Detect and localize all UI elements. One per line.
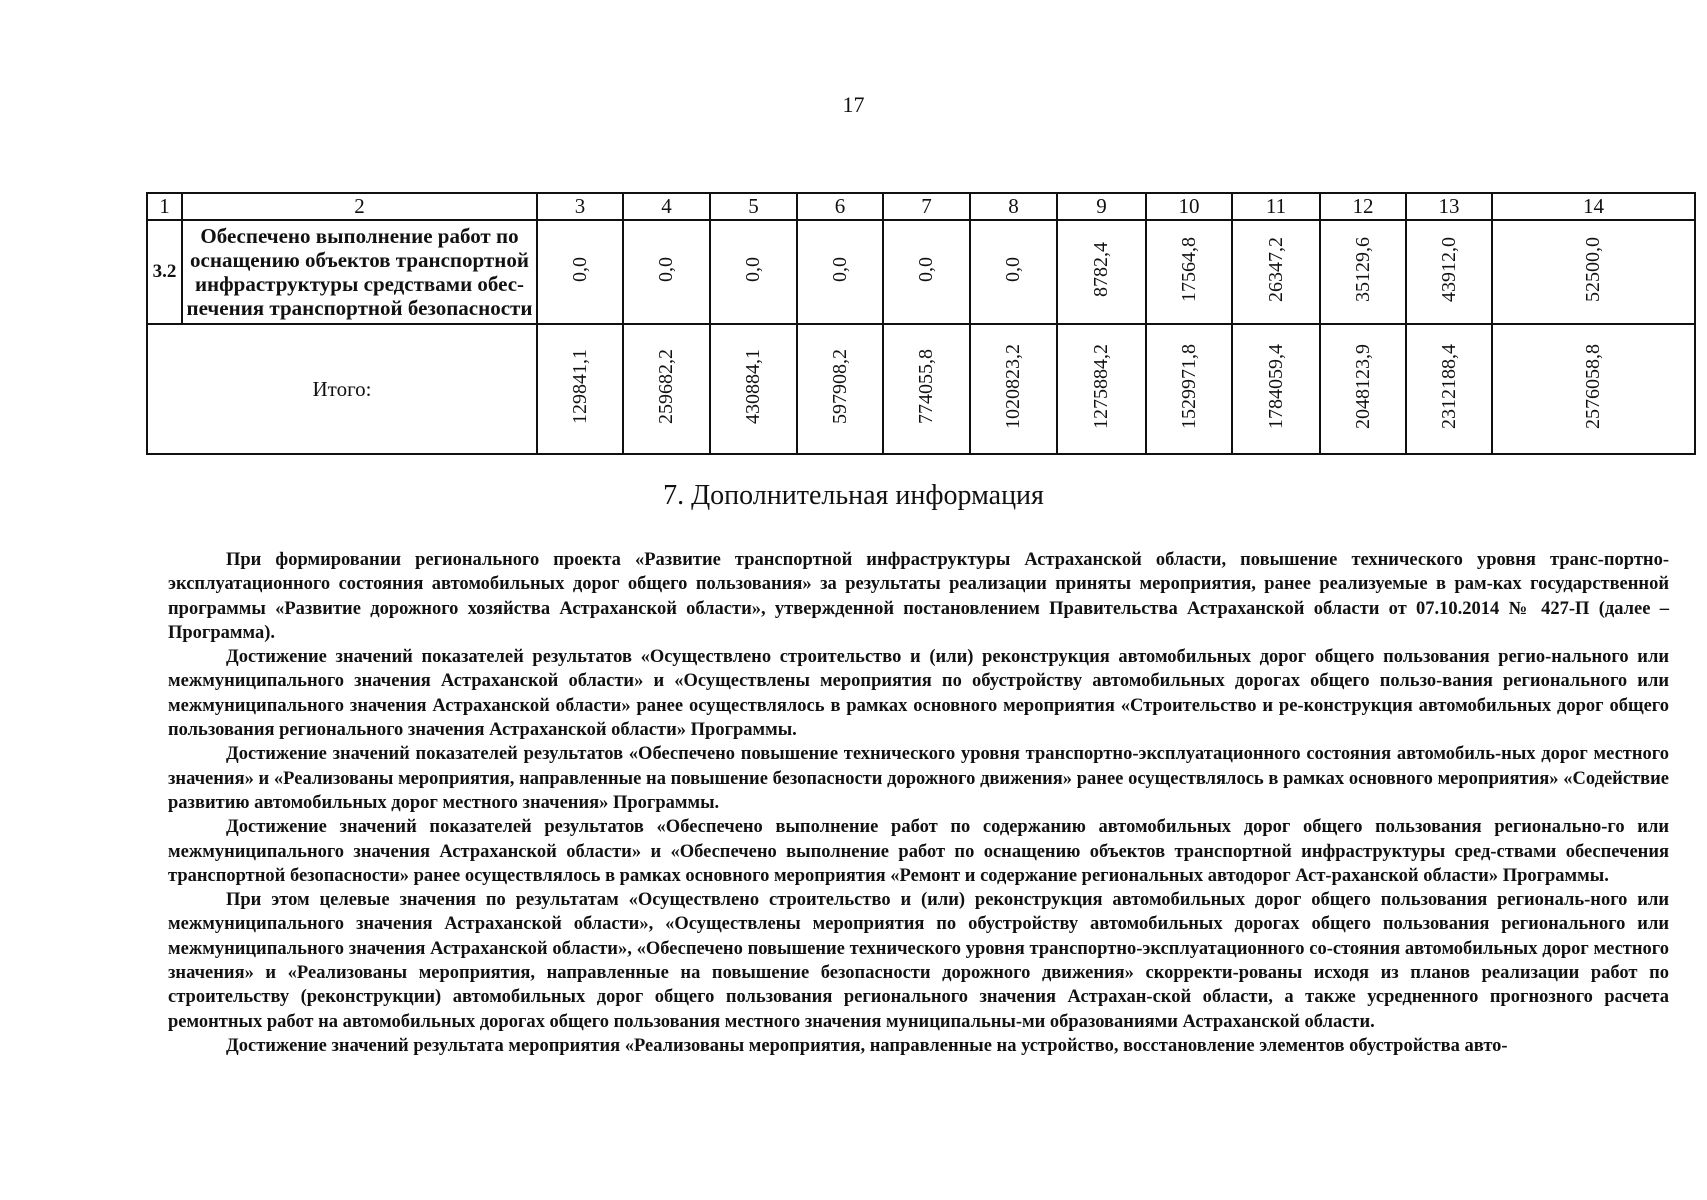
value-cell	[883, 220, 970, 324]
total-cell	[537, 324, 623, 454]
table-total-row	[147, 324, 1695, 454]
total-value: 1020823,2	[1002, 343, 1024, 429]
total-cell	[1406, 324, 1492, 454]
row-name-line: оснащению объектов транспортной	[190, 248, 529, 272]
column-header: 11	[1232, 193, 1320, 220]
total-cell	[710, 324, 797, 454]
section-title: 7. Дополнительная информация	[663, 480, 1044, 511]
column-header: 12	[1320, 193, 1406, 220]
column-header: 2	[182, 193, 537, 220]
column-header: 7	[883, 193, 970, 220]
table-row	[147, 220, 1695, 324]
total-cell	[1146, 324, 1232, 454]
table-header-row	[147, 193, 1695, 220]
value-text: 0,0	[1002, 256, 1024, 282]
value-cell	[1057, 220, 1146, 324]
column-header: 13	[1406, 193, 1492, 220]
total-value: 1275884,2	[1090, 343, 1112, 429]
value-text: 35129,6	[1351, 236, 1374, 302]
total-cell	[1320, 324, 1406, 454]
column-header: 4	[623, 193, 710, 220]
value-cell	[623, 220, 710, 324]
total-label: Итого:	[147, 324, 537, 454]
column-header: 3	[537, 193, 623, 220]
value-text: 8782,4	[1090, 241, 1112, 297]
page-number: 17	[842, 92, 865, 117]
value-text: 0,0	[915, 256, 937, 282]
value-cell	[1146, 220, 1232, 324]
row-name-line: Обеспечено выполнение работ по	[200, 224, 519, 248]
total-cell	[970, 324, 1057, 454]
value-cell	[970, 220, 1057, 324]
total-value: 774055,8	[915, 348, 937, 424]
paragraph: При формировании регионального проекта «Развитие транспортной инфраструктуры Астраханской области, повышение технического уровня транс-портно-эксплуатационного состояния автомобильных дорог общего пользования» за результаты реализации приняты мероприятия, ранее реализуемые в рам-ках государственной программы «Развитие дорожного хозяйства Астраханской области», утвержденной постановлением Правительства Астраханской области от 07.10.2014 № 427-П (далее – Программа).	[168, 550, 1669, 643]
value-text: 52500,0	[1582, 236, 1604, 302]
total-cell	[1232, 324, 1320, 454]
value-text: 0,0	[742, 256, 764, 282]
row-name-line: инфраструктуры средствами обес-	[194, 272, 525, 296]
paragraph: При этом целевые значения по результатам «Осуществлено строительство и (или) реконструкция автомобильных дорог общего пользования региональ-ного или межмуниципального значения Астраханской области», «Осуществлены мероприятия по обустройству автомобильных дорогах общего пользования регионального или межмуниципального значения Астраханской области», «Обеспечено повышение технического уровня транспортно-эксплуатационного со-стояния автомобильных дорог местного значения» и «Реализованы мероприятия, направленные на повышение безопасности дорожного движения» скорректи-рованы исходя из планов реализации работ по строительству (реконструкции) автомобильных дорог общего пользования регионального значения Астрахан-ской области, а также усредненного прогнозного расчета ремонтных работ на автомобильных дорогах общего пользования местного значения муниципальны-ми образованиями Астраханской области.	[168, 890, 1669, 1032]
paragraph: Достижение значений показателей результатов «Обеспечено выполнение работ по содержанию автомобильных дорог общего пользования регионально-го или межмуниципального значения Астраханской области» и «Обеспечено выполнение работ по оснащению объектов транспортной инфраструктуры сред-ствами обеспечения транспортной безопасности» ранее осуществлялось в рамках основного мероприятия «Ремонт и содержание региональных автодорог Аст-раханской области» Программы.	[168, 817, 1669, 886]
paragraph: Достижение значений результата мероприятия «Реализованы мероприятия, направленные на устройство, восстановление элементов обустройства авто-	[226, 1035, 1508, 1056]
row-name-line: печения транспортной безопасности	[186, 296, 533, 320]
total-value: 2048123,9	[1351, 343, 1374, 429]
column-header: 14	[1492, 193, 1695, 220]
column-header: 8	[970, 193, 1057, 220]
value-cell	[1492, 220, 1695, 324]
column-header: 1	[147, 193, 182, 220]
body-text	[168, 548, 1669, 1058]
value-cell	[797, 220, 883, 324]
value-cell	[1406, 220, 1492, 324]
column-header: 5	[710, 193, 797, 220]
total-value: 129841,1	[568, 348, 591, 424]
value-cell	[710, 220, 797, 324]
row-name	[182, 220, 537, 324]
value-cell	[1320, 220, 1406, 324]
total-cell	[1057, 324, 1146, 454]
value-text: 17564,8	[1177, 236, 1200, 302]
value-text: 0,0	[568, 256, 591, 282]
value-cell	[537, 220, 623, 324]
value-text: 0,0	[655, 256, 677, 282]
row-number: 3.2	[147, 220, 182, 324]
total-cell	[883, 324, 970, 454]
total-cell	[623, 324, 710, 454]
results-table	[146, 192, 1696, 455]
total-cell	[797, 324, 883, 454]
total-value: 430884,1	[742, 348, 764, 424]
total-value: 597908,2	[828, 348, 851, 424]
total-value: 259682,2	[655, 348, 677, 424]
value-text: 0,0	[828, 256, 851, 282]
total-value: 2576058,8	[1582, 343, 1604, 429]
column-header: 9	[1057, 193, 1146, 220]
paragraph: Достижение значений показателей результатов «Осуществлено строительство и (или) реконструкция автомобильных дорог общего пользования регио-нального или межмуниципального значения Астраханской области» и «Осуществлены мероприятия по обустройству автомобильных дорогах общего пользо-вания регионального или межмуниципального значения Астраханской области» ранее осуществлялось в рамках основного мероприятия «Строительство и ре-конструкция автомобильных дорог общего пользования регионального значения Астраханской области» Программы.	[168, 647, 1669, 741]
value-cell	[1232, 220, 1320, 324]
total-cell	[1492, 324, 1695, 454]
value-text: 26347,2	[1264, 236, 1287, 302]
total-value: 1529971,8	[1177, 343, 1200, 429]
paragraph: Достижение значений показателей результатов «Обеспечено повышение технического уровня транспортно-эксплуатационного состояния автомобиль-ных дорог местного значения» и «Реализованы мероприятия, направленные на повышение безопасности дорожного движения» ранее осуществлялось в рамках основного мероприятия» «Содействие развитию автомобильных дорог местного значения» Программы.	[168, 744, 1669, 813]
value-text: 43912,0	[1437, 236, 1460, 302]
column-header: 6	[797, 193, 883, 220]
column-header: 10	[1146, 193, 1232, 220]
total-value: 2312188,4	[1437, 343, 1460, 429]
total-value: 1784059,4	[1264, 343, 1287, 429]
